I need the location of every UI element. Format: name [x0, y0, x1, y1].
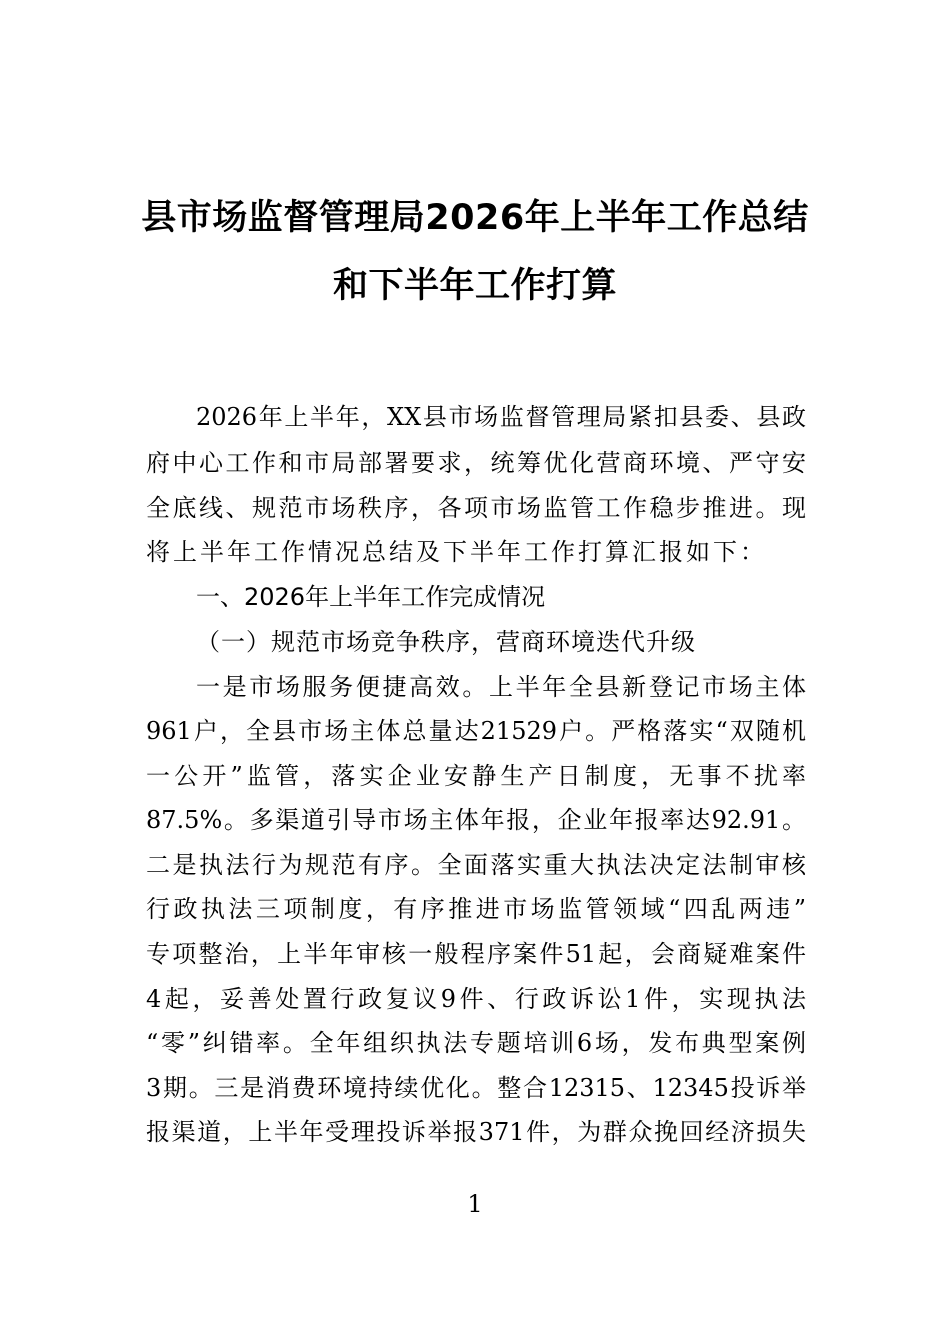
subsection-heading: （一）规范市场竞争秩序，营商环境迭代升级	[196, 628, 696, 656]
document-title-line-2: 和下半年工作打算	[332, 266, 617, 306]
body-line: 4起，妥善处置行政复议9件、行政诉讼1件，实现执法	[146, 985, 806, 1013]
body-line: “零”纠错率。全年组织执法专题培训6场，发布典型案例	[146, 1029, 806, 1057]
intro-line: 全底线、规范市场秩序，各项市场监管工作稳步推进。现	[146, 494, 806, 522]
intro-line: 府中心工作和市局部署要求，统筹优化营商环境、严守安	[146, 449, 806, 477]
intro-line: 2026年上半年，XX县市场监督管理局紧扣县委、县政	[196, 403, 806, 431]
section-heading-1: 一、2026年上半年工作完成情况	[196, 583, 546, 611]
intro-line: 将上半年工作情况总结及下半年工作打算汇报如下：	[146, 538, 767, 566]
body-line: 报渠道，上半年受理投诉举报371件，为群众挽回经济损失	[146, 1118, 806, 1146]
body-line: 3期。三是消费环境持续优化。整合12315、12345投诉举	[146, 1074, 806, 1102]
body-line: 一是市场服务便捷高效。上半年全县新登记市场主体	[196, 673, 806, 701]
page-number: 1	[467, 1190, 483, 1218]
body-line: 专项整治，上半年审核一般程序案件51起，会商疑难案件	[146, 940, 806, 968]
body-line: 961户，全县市场主体总量达21529户。严格落实“双随机	[146, 717, 806, 745]
body-line: 二是执法行为规范有序。全面落实重大执法决定法制审核	[146, 851, 806, 879]
body-line: 87.5%。多渠道引导市场主体年报，企业年报率达92.91。	[146, 806, 806, 834]
document-title-line-1: 县市场监督管理局2026年上半年工作总结	[141, 198, 809, 238]
body-line: 一公开”监管，落实企业安静生产日制度，无事不扰率	[146, 762, 806, 790]
body-line: 行政执法三项制度，有序推进市场监管领域“四乱两违”	[146, 895, 806, 923]
